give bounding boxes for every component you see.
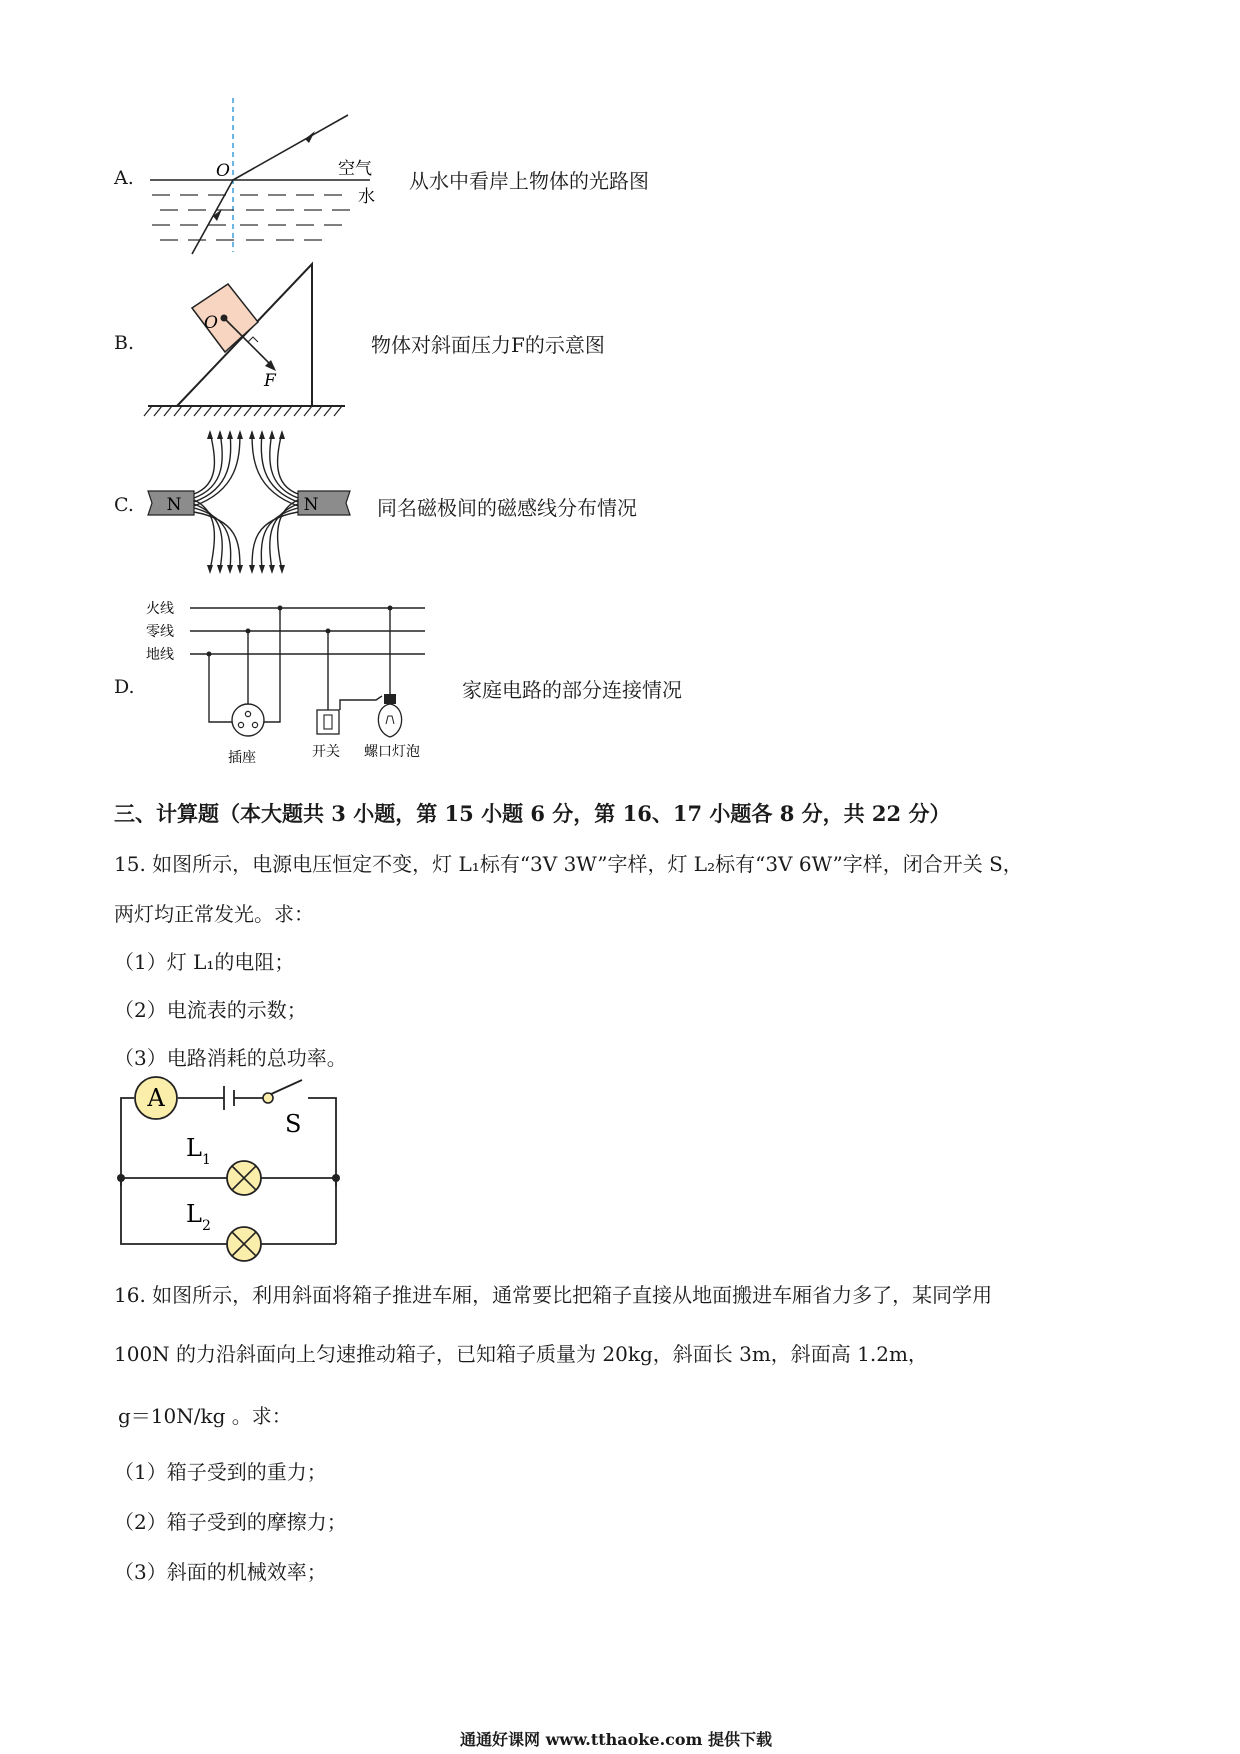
- option-c-description: 同名磁极间的磁感线分布情况: [377, 496, 637, 520]
- option-b-description: 物体对斜面压力F的示意图: [371, 333, 605, 357]
- option-d-description: 家庭电路的部分连接情况: [462, 678, 682, 702]
- point-o-label: O: [216, 161, 230, 181]
- bulb-label: 螺口灯泡: [364, 744, 420, 760]
- q15-stem-line1: 15. 如图所示，电源电压恒定不变，灯 L₁标有“3V 3W”字样，灯 L₂标有“3V 6W”字样，闭合开关 S，: [114, 852, 1023, 876]
- lamp1-subscript: 1: [202, 1152, 211, 1168]
- section-title: 三、计算题（本大题共 3 小题，第 15 小题 6 分，第 16、17 小题各 8 分，共 22 分）: [114, 801, 951, 826]
- neutral-wire-label: 零线: [146, 624, 174, 640]
- point-o-label: O: [204, 313, 218, 333]
- right-pole-label: N: [303, 495, 319, 515]
- switch-s-label: S: [285, 1110, 302, 1138]
- q15-sub3: （3）电路消耗的总功率。: [114, 1046, 347, 1070]
- air-label: 空气: [338, 159, 372, 179]
- option-d-label: D.: [114, 676, 135, 698]
- q16-stem-line1: 16. 如图所示，利用斜面将箱子推进车厢，通常要比把箱子直接从地面搬进车厢省力多了，某同学用: [114, 1283, 993, 1307]
- live-wire-label: 火线: [146, 601, 174, 617]
- ammeter-label: A: [147, 1084, 165, 1112]
- q15-sub1: （1）灯 L₁的电阻；: [114, 950, 295, 974]
- q15-sub2: （2）电流表的示数；: [114, 998, 307, 1022]
- switch-label: 开关: [312, 744, 340, 760]
- option-a-label: A.: [114, 167, 134, 189]
- q16-stem-line3: g＝10N/kg 。求：: [118, 1404, 292, 1428]
- q16-sub3: （3）斜面的机械效率；: [114, 1560, 327, 1584]
- water-label: 水: [358, 187, 375, 207]
- footer-text: 通通好课网 www.tthaoke.com 提供下载: [460, 1730, 773, 1749]
- option-c-label: C.: [114, 494, 134, 516]
- parallel-circuit-diagram: [110, 1076, 350, 1262]
- incline-force-diagram: [140, 258, 350, 418]
- lamp2-subscript: 2: [202, 1218, 211, 1234]
- magnetic-field-diagram: [140, 428, 360, 578]
- ground-wire-label: 地线: [146, 647, 174, 663]
- left-pole-label: N: [166, 495, 182, 515]
- q16-sub2: （2）箱子受到的摩擦力；: [114, 1510, 347, 1534]
- household-circuit-diagram: [140, 592, 440, 772]
- lamp1-label: L: [186, 1134, 202, 1162]
- q16-stem-line2: 100N 的力沿斜面向上匀速推动箱子，已知箱子质量为 20kg，斜面长 3m，斜面高 1.2m，: [114, 1342, 928, 1366]
- force-f-label: F: [264, 371, 276, 391]
- lamp2-label: L: [186, 1200, 202, 1228]
- option-b-label: B.: [114, 332, 135, 354]
- q15-stem-line2: 两灯均正常发光。求：: [114, 902, 314, 926]
- socket-label: 插座: [228, 750, 256, 766]
- q16-sub1: （1）箱子受到的重力；: [114, 1460, 327, 1484]
- option-a-description: 从水中看岸上物体的光路图: [409, 169, 649, 193]
- refraction-diagram: [140, 92, 400, 257]
